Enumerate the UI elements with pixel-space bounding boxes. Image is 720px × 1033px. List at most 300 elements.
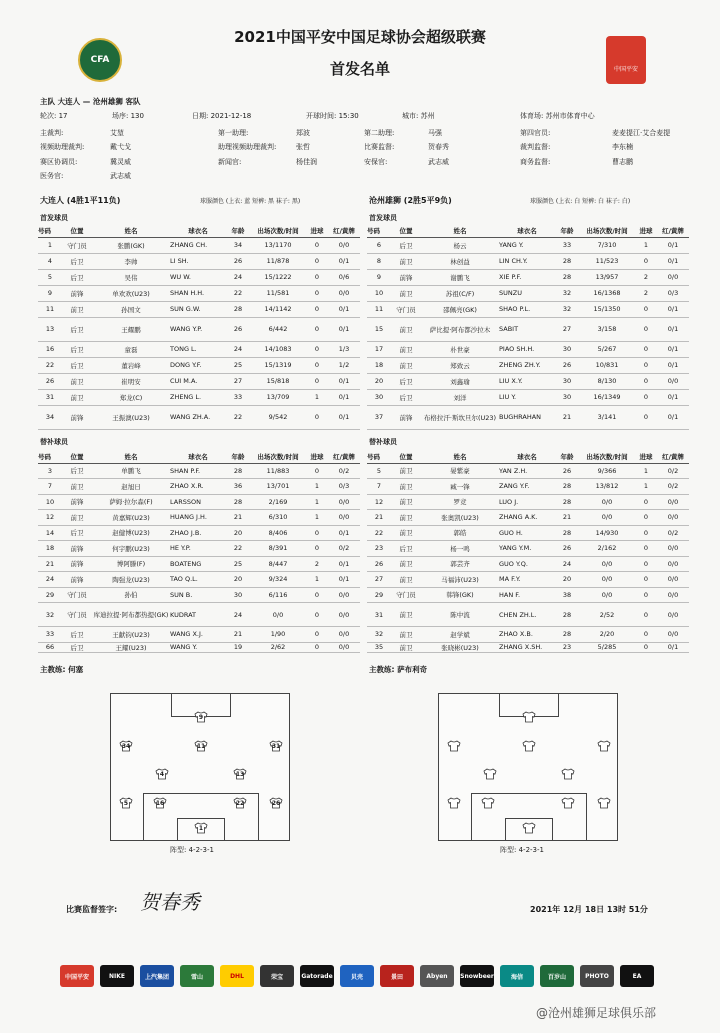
player-row <box>38 525 360 541</box>
goals: 0 <box>306 373 328 389</box>
player-position: 后卫 <box>62 253 92 269</box>
appearances: 14/1083 <box>250 341 306 357</box>
player-age: 30 <box>555 373 579 389</box>
player-age: 28 <box>226 301 250 317</box>
player-number: 15 <box>367 317 391 341</box>
goals: 0 <box>635 341 657 357</box>
goals: 1 <box>306 494 328 510</box>
player-age: 24 <box>226 269 250 285</box>
goals: 0 <box>306 253 328 269</box>
player-number: 13 <box>38 317 62 341</box>
shirt-name: ZHAO J.B. <box>170 525 226 541</box>
player-row <box>38 285 360 301</box>
column-header: 号码 <box>38 224 62 237</box>
appearances: 15/1319 <box>250 357 306 373</box>
cards: 0/0 <box>328 642 360 652</box>
appearances: 2/62 <box>250 642 306 652</box>
player-number: 4 <box>38 253 62 269</box>
sponsor-logo: 贝壳 <box>340 965 374 987</box>
goals: 0 <box>306 603 328 627</box>
player-position: 前锋 <box>62 405 92 429</box>
match-no: 场序: 130 <box>112 112 144 120</box>
shirt-icon <box>561 768 575 780</box>
sponsor-logo: 上汽集团 <box>140 965 174 987</box>
player-position: 前卫 <box>391 572 421 588</box>
pingan-logo: 中国平安 <box>606 36 646 84</box>
appearances: 15/1350 <box>579 301 635 317</box>
player-age: 23 <box>555 642 579 652</box>
player-row <box>38 556 360 572</box>
shirt-icon <box>119 740 133 752</box>
player-name: 孙国文 <box>92 301 170 317</box>
shirt-number: 26 <box>271 799 281 807</box>
player-name: 王耀(U23) <box>92 642 170 652</box>
player-age: 38 <box>555 587 579 603</box>
goals: 0 <box>635 525 657 541</box>
player-age: 28 <box>555 479 579 495</box>
player-name: 林创益 <box>421 253 499 269</box>
appearances: 0/0 <box>579 572 635 588</box>
shirt-name: DONG Y.F. <box>170 357 226 373</box>
player-position: 后卫 <box>391 237 421 253</box>
away-team-name: 沧州雄狮 (2胜5平9负) <box>369 196 452 205</box>
appearances: 2/169 <box>250 494 306 510</box>
player-name: 赵旭日 <box>92 479 170 495</box>
player-age: 21 <box>555 510 579 526</box>
shirt-number: 5 <box>123 799 129 807</box>
player-age: 34 <box>226 237 250 253</box>
player-age: 22 <box>226 285 250 301</box>
appearances: 1/90 <box>250 627 306 643</box>
sponsor-logo: 雪山 <box>180 965 214 987</box>
goals: 0 <box>306 269 328 285</box>
shirt-name: ZHANG CH. <box>170 237 226 253</box>
column-header: 红/黄牌 <box>328 450 360 463</box>
player-name: 郭芸齐 <box>421 556 499 572</box>
cards: 0/1 <box>657 237 689 253</box>
player-name: 赵健博(U23) <box>92 525 170 541</box>
shirt-icon <box>597 740 611 752</box>
appearances: 2/162 <box>579 541 635 557</box>
player-number: 17 <box>367 341 391 357</box>
player-row <box>38 389 360 405</box>
player-row <box>38 237 360 253</box>
player-row <box>38 253 360 269</box>
shirt-name: ZHAO X.B. <box>499 627 555 643</box>
player-row <box>38 269 360 285</box>
official-role: 裁判监督: <box>520 143 551 152</box>
player-position: 前锋 <box>62 572 92 588</box>
column-header: 进球 <box>635 450 657 463</box>
player-name: 朴世豪 <box>421 341 499 357</box>
player-name: 陶强龙(U23) <box>92 572 170 588</box>
player-position: 后卫 <box>62 317 92 341</box>
player-age: 28 <box>555 525 579 541</box>
goals: 0 <box>635 603 657 627</box>
shirt-name: WANG X.J. <box>170 627 226 643</box>
player-number: 30 <box>367 389 391 405</box>
appearances: 0/0 <box>579 510 635 526</box>
column-header: 姓名 <box>421 450 499 463</box>
shirt-number: 1 <box>198 824 204 832</box>
appearances: 0/0 <box>250 603 306 627</box>
shirt-name: CUI M.A. <box>170 373 226 389</box>
official-name: 冀灵威 <box>110 157 131 166</box>
player-age: 28 <box>555 253 579 269</box>
player-age: 28 <box>555 494 579 510</box>
player-name: 崔明安 <box>92 373 170 389</box>
player-position: 前卫 <box>391 357 421 373</box>
player-name: 罗竞 <box>421 494 499 510</box>
official-role: 医务官: <box>40 171 64 180</box>
player-age: 24 <box>226 341 250 357</box>
appearances: 7/310 <box>579 237 635 253</box>
cards: 0/0 <box>328 494 360 510</box>
player-age: 26 <box>555 357 579 373</box>
home-starters-table <box>38 224 360 430</box>
player-row <box>38 301 360 317</box>
away-starters-table <box>367 224 689 430</box>
player-name: 孙伯 <box>92 587 170 603</box>
player-number: 31 <box>367 603 391 627</box>
player-name: 萨比提·阿布都沙拉木 <box>421 317 499 341</box>
sponsor-logo: DHL <box>220 965 254 987</box>
player-number: 11 <box>38 301 62 317</box>
cards: 1/3 <box>328 341 360 357</box>
cards: 0/0 <box>657 494 689 510</box>
goals: 0 <box>635 642 657 652</box>
cards: 0/1 <box>328 556 360 572</box>
sponsor-logo: NIKE <box>100 965 134 987</box>
goals: 0 <box>635 373 657 389</box>
official-role: 第一助理: <box>218 129 249 137</box>
player-number: 5 <box>38 269 62 285</box>
shirt-icon <box>233 797 247 809</box>
column-header: 位置 <box>62 450 92 463</box>
column-header: 出场次数/时间 <box>250 224 306 237</box>
shirt-icon <box>522 822 536 834</box>
player-number: 33 <box>38 627 62 643</box>
sponsor-logo: Snowbeer <box>460 965 494 987</box>
player-position: 守门员 <box>391 301 421 317</box>
home-coach: 主教练: 何塞 <box>40 665 84 674</box>
player-name: 王耀鹏 <box>92 317 170 341</box>
player-position: 前卫 <box>391 627 421 643</box>
shirt-name: YANG Y.M. <box>499 541 555 557</box>
player-row <box>367 479 689 495</box>
cards: 0/6 <box>328 269 360 285</box>
player-name: 布格拉汗·斯坎旦尔(U23) <box>421 405 499 429</box>
column-header: 号码 <box>367 224 391 237</box>
column-header: 进球 <box>306 224 328 237</box>
cards: 0/1 <box>657 405 689 429</box>
player-age: 30 <box>555 341 579 357</box>
shirt-name: WANG ZH.A. <box>170 405 226 429</box>
sponsor-logo: PHOTO <box>580 965 614 987</box>
goals: 0 <box>635 494 657 510</box>
player-age: 32 <box>555 301 579 317</box>
goals: 0 <box>306 357 328 373</box>
column-header: 姓名 <box>92 450 170 463</box>
goals: 1 <box>306 510 328 526</box>
official-role: 第二助理: <box>364 129 395 137</box>
player-age: 28 <box>226 494 250 510</box>
player-row <box>38 541 360 557</box>
cards: 0/0 <box>328 237 360 253</box>
goals: 0 <box>635 301 657 317</box>
shirt-name: WU W. <box>170 269 226 285</box>
shirt-name: PIAO SH.H. <box>499 341 555 357</box>
player-age: 32 <box>555 285 579 301</box>
signature: 贺春秀 <box>140 890 200 914</box>
player-position: 守门员 <box>62 603 92 627</box>
player-age: 25 <box>226 556 250 572</box>
cards: 0/0 <box>657 587 689 603</box>
cards: 0/1 <box>657 253 689 269</box>
goals: 0 <box>635 317 657 341</box>
column-header: 进球 <box>306 450 328 463</box>
away-subs-label: 替补球员 <box>369 438 397 446</box>
home-subs-table <box>38 450 360 653</box>
player-number: 35 <box>367 642 391 652</box>
player-age: 28 <box>226 463 250 479</box>
appearances: 15/818 <box>250 373 306 389</box>
player-name: 郑龙(C) <box>92 389 170 405</box>
player-position: 前卫 <box>391 479 421 495</box>
home-pitch <box>110 693 290 841</box>
official-name: 麦麦提江·艾合麦提 <box>612 129 671 137</box>
goals: 0 <box>306 405 328 429</box>
player-name: 王献钧(U23) <box>92 627 170 643</box>
official-role: 主裁判: <box>40 129 64 137</box>
appearances: 5/267 <box>579 341 635 357</box>
sponsor-logo: 荣宝 <box>260 965 294 987</box>
shirt-number: 4 <box>159 770 165 778</box>
shirt-name: GUO H. <box>499 525 555 541</box>
official-name: 戴弋戈 <box>110 143 131 152</box>
player-position: 前卫 <box>62 301 92 317</box>
appearances: 16/1368 <box>579 285 635 301</box>
shirt-name: ZHENG ZH.Y. <box>499 357 555 373</box>
official-name: 武志威 <box>110 171 131 180</box>
player-name: 张晓彬(U23) <box>421 642 499 652</box>
player-number: 5 <box>367 463 391 479</box>
player-position: 前锋 <box>62 494 92 510</box>
shirt-number: 31 <box>271 742 281 750</box>
cards: 0/0 <box>657 269 689 285</box>
cards: 0/0 <box>657 373 689 389</box>
player-row <box>367 285 689 301</box>
sign-datetime: 2021年 12月 18日 13时 51分 <box>530 905 648 914</box>
player-row <box>367 510 689 526</box>
cards: 0/0 <box>328 603 360 627</box>
cards: 0/0 <box>657 510 689 526</box>
shirt-name: LUO J. <box>499 494 555 510</box>
cards: 0/0 <box>328 627 360 643</box>
player-age: 33 <box>555 237 579 253</box>
shirt-name: ZHANG X.SH. <box>499 642 555 652</box>
goals: 0 <box>635 587 657 603</box>
appearances: 11/883 <box>250 463 306 479</box>
shirt-icon <box>194 711 208 723</box>
appearances: 13/701 <box>250 479 306 495</box>
player-age: 28 <box>555 269 579 285</box>
player-position: 前卫 <box>391 285 421 301</box>
official-name: 李东楠 <box>612 143 633 152</box>
sponsor-logo: Gatorade <box>300 965 334 987</box>
shirt-icon <box>481 797 495 809</box>
player-row <box>367 587 689 603</box>
column-header: 年龄 <box>555 450 579 463</box>
player-name: 张鹏(GK) <box>92 237 170 253</box>
player-number: 18 <box>367 357 391 373</box>
goals: 0 <box>635 357 657 373</box>
goals: 0 <box>635 572 657 588</box>
cards: 0/1 <box>657 301 689 317</box>
goals: 2 <box>306 556 328 572</box>
column-header: 姓名 <box>92 224 170 237</box>
shirt-name: XIE P.F. <box>499 269 555 285</box>
sponsor-logo: Abyen <box>420 965 454 987</box>
player-age: 27 <box>226 373 250 389</box>
player-age: 22 <box>226 541 250 557</box>
cards: 1/2 <box>328 357 360 373</box>
player-number: 7 <box>38 479 62 495</box>
column-header: 球衣名 <box>499 224 555 237</box>
cards: 0/2 <box>657 463 689 479</box>
player-position: 前卫 <box>391 556 421 572</box>
appearances: 9/324 <box>250 572 306 588</box>
player-row <box>367 572 689 588</box>
shirt-icon <box>522 711 536 723</box>
shirt-icon <box>483 768 497 780</box>
player-number: 1 <box>38 237 62 253</box>
column-header: 姓名 <box>421 224 499 237</box>
player-name: 韩锋(GK) <box>421 587 499 603</box>
shirt-name: GUO Y.Q. <box>499 556 555 572</box>
column-header: 红/黄牌 <box>657 224 689 237</box>
player-number: 29 <box>38 587 62 603</box>
player-row <box>367 357 689 373</box>
appearances: 8/391 <box>250 541 306 557</box>
shirt-icon <box>233 768 247 780</box>
player-name: 博阿滕(F) <box>92 556 170 572</box>
cards: 0/2 <box>657 525 689 541</box>
player-row <box>367 494 689 510</box>
player-name: 谢鹏飞 <box>421 269 499 285</box>
shirt-name: WANG Y. <box>170 642 226 652</box>
goals: 1 <box>306 389 328 405</box>
sponsor-logo: 海信 <box>500 965 534 987</box>
page-title: 2021中国平安中国足球协会超级联赛 <box>234 28 486 46</box>
shirt-name: ZHANG A.K. <box>499 510 555 526</box>
cards: 0/1 <box>328 405 360 429</box>
player-position: 前锋 <box>391 405 421 429</box>
cards: 0/1 <box>328 373 360 389</box>
cards: 0/0 <box>657 541 689 557</box>
appearances: 5/285 <box>579 642 635 652</box>
player-age: 30 <box>555 389 579 405</box>
player-name: 陈中流 <box>421 603 499 627</box>
player-age: 27 <box>555 317 579 341</box>
player-name: 童磊 <box>92 341 170 357</box>
player-name: 马福沛(U23) <box>421 572 499 588</box>
appearances: 11/878 <box>250 253 306 269</box>
player-number: 14 <box>38 525 62 541</box>
player-number: 12 <box>38 510 62 526</box>
home-team-name: 大连人 (4胜1平11负) <box>40 196 121 205</box>
player-number: 7 <box>367 479 391 495</box>
shirt-name: ZANG Y.F. <box>499 479 555 495</box>
appearances: 2/52 <box>579 603 635 627</box>
player-position: 后卫 <box>391 373 421 389</box>
official-role: 新闻官: <box>218 157 242 166</box>
cards: 0/2 <box>328 541 360 557</box>
player-number: 12 <box>367 494 391 510</box>
player-name: 库迪拉提·阿布都热提(GK) <box>92 603 170 627</box>
player-row <box>367 405 689 429</box>
player-number: 32 <box>38 603 62 627</box>
player-position: 前卫 <box>391 341 421 357</box>
player-position: 后卫 <box>391 389 421 405</box>
away-pitch <box>438 693 618 841</box>
player-number: 20 <box>367 373 391 389</box>
cards: 0/1 <box>657 357 689 373</box>
shirt-name: LI SH. <box>170 253 226 269</box>
away-coach: 主教练: 萨布利奇 <box>369 665 428 674</box>
player-row <box>38 317 360 341</box>
player-row <box>38 463 360 479</box>
shirt-name: HUANG J.H. <box>170 510 226 526</box>
player-number: 6 <box>367 237 391 253</box>
player-name: 郭皓 <box>421 525 499 541</box>
player-number: 27 <box>367 572 391 588</box>
shirt-name: MA F.Y. <box>499 572 555 588</box>
player-position: 守门员 <box>62 587 92 603</box>
official-role: 助理视频助理裁判: <box>218 143 277 152</box>
player-number: 21 <box>367 510 391 526</box>
player-position: 前卫 <box>391 317 421 341</box>
player-age: 25 <box>226 357 250 373</box>
goals: 0 <box>635 510 657 526</box>
shirt-icon <box>119 797 133 809</box>
player-name: 单鹏飞 <box>92 463 170 479</box>
player-name: 黄嘉辉(U23) <box>92 510 170 526</box>
appearances: 9/366 <box>579 463 635 479</box>
goals: 1 <box>635 479 657 495</box>
cards: 0/0 <box>328 587 360 603</box>
player-name: 苏祖(C/F) <box>421 285 499 301</box>
shirt-name: YANG Y. <box>499 237 555 253</box>
shirt-name: ZHENG L. <box>170 389 226 405</box>
column-header: 红/黄牌 <box>657 450 689 463</box>
player-age: 30 <box>226 587 250 603</box>
shirt-icon <box>269 740 283 752</box>
appearances: 13/812 <box>579 479 635 495</box>
cards: 0/0 <box>328 285 360 301</box>
player-row <box>367 237 689 253</box>
cards: 0/1 <box>657 642 689 652</box>
shirt-name: SABIT <box>499 317 555 341</box>
player-age: 20 <box>226 572 250 588</box>
player-row <box>367 642 689 652</box>
goals: 1 <box>635 463 657 479</box>
player-position: 前卫 <box>62 510 92 526</box>
player-age: 26 <box>226 253 250 269</box>
player-row <box>367 373 689 389</box>
official-role: 视频助理裁判: <box>40 143 85 152</box>
column-header: 年龄 <box>226 224 250 237</box>
